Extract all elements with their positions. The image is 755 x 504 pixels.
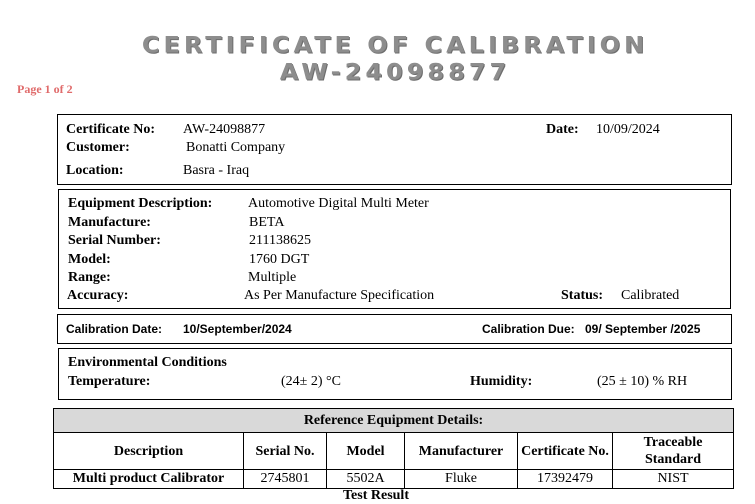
column-header: Description: [54, 433, 244, 470]
accuracy-label: Accuracy:: [67, 288, 129, 303]
temperature-value: [267, 374, 341, 390]
manufacture-value: BETA: [249, 215, 285, 230]
humidity-label: Humidity:: [470, 374, 533, 389]
certificate-info-box: [57, 114, 732, 185]
table-row: [54, 470, 734, 489]
status-value: Calibrated: [621, 288, 680, 303]
reference-heading: Reference Equipment Details:: [54, 409, 734, 433]
equipment-description-label: Equipment Description:: [68, 196, 213, 211]
model-label: Model:: [68, 252, 111, 267]
calibration-due-value: 09/ September /2025: [585, 322, 701, 336]
range-label: Range:: [68, 270, 111, 285]
serial-number-value: 211138625: [249, 233, 311, 248]
model-value: 1760 DGT: [249, 252, 310, 267]
reference-equipment-table: [53, 408, 734, 489]
table-cell: Multi product Calibrator: [54, 470, 244, 489]
column-header: Model: [327, 433, 405, 470]
calibration-dates-box: [57, 314, 732, 344]
certificate-number-value: AW-24098877: [183, 122, 266, 137]
environment-box: [58, 348, 732, 400]
date-value: 10/09/2024: [596, 122, 660, 137]
table-cell: NIST: [613, 470, 734, 489]
calibration-due-label: Calibration Due:: [482, 322, 575, 336]
status-label: Status:: [561, 288, 604, 303]
calibration-date-value: 10/September/2024: [183, 322, 292, 336]
page-label: Page 1 of 2: [17, 82, 73, 96]
temperature-label: Temperature:: [68, 374, 151, 389]
column-header: Manufacturer: [405, 433, 518, 470]
location-value: Basra - Iraq: [183, 163, 250, 178]
equipment-description-value: Automotive Digital Multi Meter: [248, 196, 429, 211]
certificate-number-label: Certificate No:: [66, 122, 156, 137]
column-header: Traceable Standard: [613, 433, 734, 470]
date-label: Date:: [546, 122, 579, 137]
environment-heading: Environmental Conditions: [68, 355, 227, 370]
equipment-info-box: [58, 189, 731, 309]
table-cell: 17392479: [518, 470, 613, 489]
range-value: Multiple: [248, 270, 297, 285]
test-result-heading: Test Result: [343, 488, 409, 503]
table-cell: 5502A: [327, 470, 405, 489]
location-label: Location:: [66, 163, 124, 178]
table-cell: 2745801: [244, 470, 327, 489]
table-cell: Fluke: [405, 470, 518, 489]
calibration-date-label: Calibration Date:: [66, 322, 163, 336]
manufacture-label: Manufacture:: [68, 215, 151, 230]
accuracy-value: As Per Manufacture Specification: [244, 288, 435, 303]
certificate-title-line1: CERTIFICATE OF CALIBRATION: [141, 32, 649, 58]
temperature-text: (24± 2) °C: [281, 374, 341, 389]
customer-label: Customer:: [66, 140, 130, 155]
certificate-title-line2: AW-24098877: [279, 59, 511, 85]
column-header: Serial No.: [244, 433, 327, 470]
humidity-value: (25 ± 10) % RH: [597, 374, 688, 389]
customer-value: Bonatti Company: [186, 140, 286, 155]
serial-number-label: Serial Number:: [68, 233, 161, 248]
column-header: Certificate No.: [518, 433, 613, 470]
